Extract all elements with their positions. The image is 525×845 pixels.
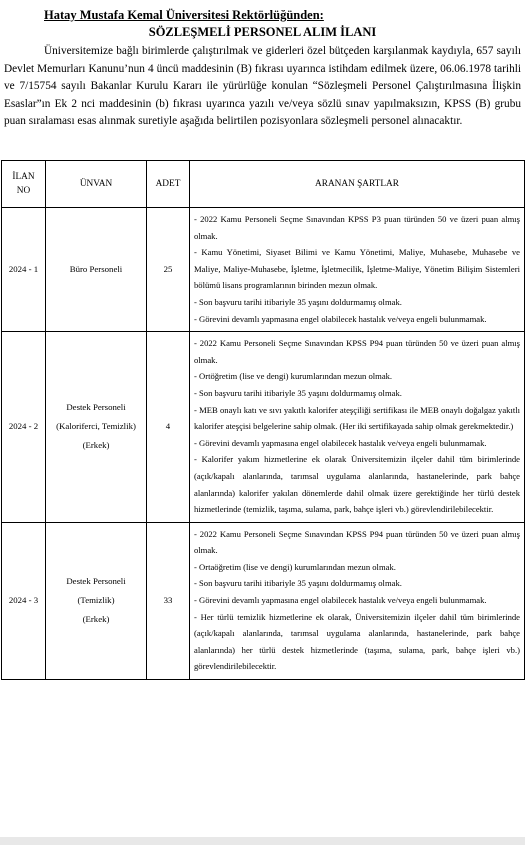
unvan-cell xyxy=(46,332,147,523)
intro-paragraph xyxy=(4,43,521,131)
adet-cell: 25 xyxy=(147,208,190,332)
requirements-cell xyxy=(190,332,525,523)
requirement-item: - Ortöğretim (lise ve dengi) kurumlarından mezun olmak. xyxy=(194,371,393,382)
unvan-line: Destek Personeli xyxy=(66,576,126,587)
page-bottom-edge xyxy=(0,837,525,845)
header-ilan-label: İLAN xyxy=(12,172,35,182)
requirement-item: - Son başvuru tarihi itibariyle 35 yaşını doldurmamış olmak. xyxy=(194,578,402,589)
adet-cell: 33 xyxy=(147,522,190,679)
ilan-no-cell: 2024 - 2 xyxy=(2,332,46,523)
requirement-item: - 2022 Kamu Personeli Seçme Sınavından KPSS P94 puan türünden 50 ve üzeri puan almış olmak. xyxy=(194,528,520,556)
unvan-line: (Erkek) xyxy=(82,440,110,451)
requirement-item: - Son başvuru tarihi itibariyle 35 yaşını doldurmamış olmak. xyxy=(194,296,402,307)
header-aranan-sartlar: ARANAN ŞARTLAR xyxy=(190,161,525,208)
requirement-item: - Ortaöğretim (lise ve dengi) kurumlarından mezun olmak. xyxy=(194,561,396,572)
requirements-cell xyxy=(190,208,525,332)
intro-text: Üniversitemize bağlı birimlerde çalıştırılmak ve giderleri özel bütçeden karşılanmak kaydıyla, 657 sayılı Devlet Memurları Kanunu’nun 4 üncü maddesinin (B) fıkrası uyarınca istihdam edilmek üzere, 06.06.1978 tarihli ve 7/15754 sayılı Bakanlar Kurulu Kararı ile yürürlüğe konulan “Sözleşmeli Personel Çalıştırılmasına İlişkin Esaslar”ın Ek 2 nci maddesinin (b) fıkrası uyarınca yazılı ve/veya sözlü sınav yapılmaksızın, KPSS (B) grubu puan sıralaması esas alınmak suretiyle aşağıda belirtilen pozisyonlara sözleşmeli personel alınacaktır. xyxy=(4,45,521,128)
ilan-no-cell: 2024 - 3 xyxy=(2,522,46,679)
unvan-line: Destek Personeli xyxy=(66,402,126,413)
requirement-item: - MEB onaylı katı ve sıvı yakıtlı kalorifer ateşçiliği sertifikası ile MEB onaylı doğalgaz yakıtlı kalorifer ateşçisi belgelerine sahip olmak. (Her iki sertifikayada sahip olmak gerekmektedir.) xyxy=(194,404,520,432)
requirement-item: - Kamu Yönetimi, Siyaset Bilimi ve Kamu Yönetimi, Maliye, Muhasebe, Muhasebe ve Maliye, Maliye-Muhasebe, İşletme, İşletmecilik, İşletme-Maliye, Yönetim Bilişim Sistemleri bölümü lisans programlarının birinden mezun olmak. xyxy=(194,247,520,291)
unvan-cell xyxy=(46,522,147,679)
requirement-item: - Görevini devamlı yapmasına engel olabilecek hastalık ve/veya engeli bulunmamak. xyxy=(194,595,487,606)
adet-cell: 4 xyxy=(147,332,190,523)
unvan-line: (Temizlik) xyxy=(77,595,115,606)
table-row xyxy=(2,332,525,523)
requirement-item: - 2022 Kamu Personeli Seçme Sınavından KPSS P3 puan türünden 50 ve üzeri puan almış olmak. xyxy=(194,214,520,241)
unvan-line: (Kaloriferci, Temizlik) xyxy=(56,421,136,432)
requirements-cell xyxy=(190,522,525,679)
requirement-item: - Son başvuru tarihi itibariyle 35 yaşını doldurmamış olmak. xyxy=(194,387,402,398)
unvan-line: Büro Personeli xyxy=(69,264,123,275)
header-ilan-no xyxy=(2,161,46,208)
table-row xyxy=(2,522,525,679)
requirement-item: - Görevini devamlı yapmasına engel olabilecek hastalık ve/veya engeli bulunmamak. xyxy=(194,437,487,448)
header-unvan: ÜNVAN xyxy=(46,161,147,208)
table-row xyxy=(2,208,525,332)
issuer-title: Hatay Mustafa Kemal Üniversitesi Rektörlüğünden: xyxy=(44,8,324,22)
table-header-row xyxy=(2,161,525,208)
header-adet: ADET xyxy=(147,161,190,208)
requirement-item: - Görevini devamlı yapmasına engel olabilecek hastalık ve/veya engeli bulunmamak. xyxy=(194,313,487,324)
requirement-item: - Her türlü temizlik hizmetlerine ek olarak, Üniversitemizin ilçeler dahil tüm birimlerinde (açık/kapalı alanlarında, tarımsal uygulama alanlarında, hastanelerinde, park bahçe alanlarında) her türlü destek hizmetlerinde (taşıma, sulama, park, bahçe işleri vb.) görevlendirilebilecektir. xyxy=(194,611,520,672)
unvan-line: (Erkek) xyxy=(82,614,110,625)
requirement-item: - 2022 Kamu Personeli Seçme Sınavından KPSS P94 puan türünden 50 ve üzeri puan almış olmak. xyxy=(194,338,520,365)
header-no-label: NO xyxy=(16,186,31,196)
positions-table xyxy=(1,160,525,680)
requirement-item: - Kalorifer yakım hizmetlerine ek olarak Üniversitemizin ilçeler dahil tüm birimlerinde (açık/kapalı alanlarında, tarımsal uygulama alanlarında, hastanelerinde, park bahçe alanlarında) kalorifer yakılan dönemlerde dahil olmak üzere gerektiğinde her türlü destek hizmetlerinde (temizlik, taşıma, sulama, park, bahçe işleri vb.) görevlendirilebilecektir. xyxy=(194,454,520,515)
announcement-heading: SÖZLEŞMELİ PERSONEL ALIM İLANI xyxy=(148,25,377,39)
unvan-cell xyxy=(46,208,147,332)
ilan-no-cell: 2024 - 1 xyxy=(2,208,46,332)
